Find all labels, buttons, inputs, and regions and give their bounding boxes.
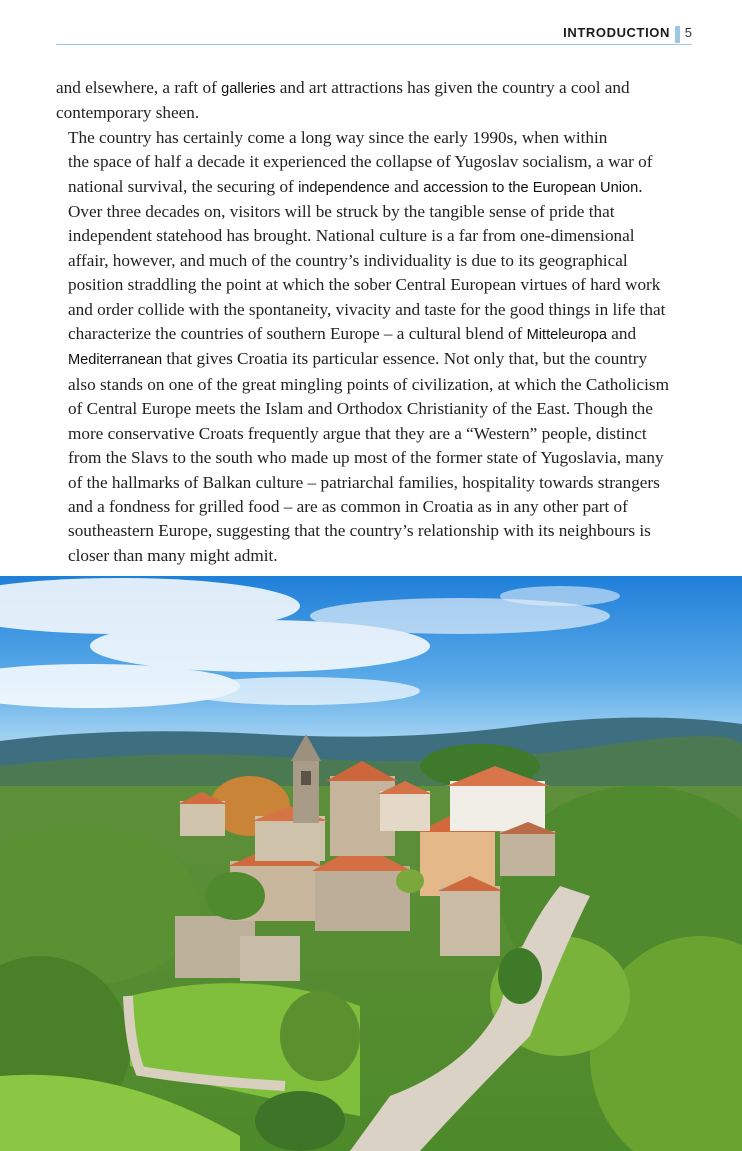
- text-line: [56, 175, 690, 200]
- text-line: from the Slavs to the south who made up most of the former state of Yugoslavia, many: [68, 448, 664, 468]
- text-line: affair, however, and much of the country’s individuality is due to its geographical: [68, 250, 628, 270]
- text-line: of Central Europe meets the Islam and Orthodox Christianity of the East. Though the: [68, 399, 653, 419]
- text-line: [56, 347, 690, 372]
- text-line: Over three decades on, visitors will be struck by the tangible sense of pride that: [68, 202, 615, 222]
- text-line: of the hallmarks of Balkan culture – patriarchal families, hospitality towards strangers: [68, 472, 660, 492]
- text-line: position straddling the point at which the sober Central European virtues of hard work: [68, 275, 661, 295]
- text-run: .: [638, 176, 643, 196]
- text-line: The country has certainly come a long way since the early 1990s, when within: [68, 127, 608, 147]
- text-line: and order collide with the spontaneity, vivacity and taste for the good things in life that: [68, 299, 666, 319]
- text-line: also stands on one of the great mingling points of civilization, at which the Catholicism: [68, 374, 669, 394]
- text-run: national survival, the securing of: [68, 176, 299, 196]
- text-run: and: [389, 176, 424, 196]
- aerial-village-illustration: [0, 576, 742, 1151]
- text-run: and art attractions has given the country a cool and: [275, 78, 630, 97]
- text-line: contemporary sheen.: [56, 103, 200, 123]
- text-run: characterize the countries of southern Europe – a cultural blend of: [68, 324, 527, 344]
- text-line: closer than many might admit.: [68, 545, 278, 565]
- section-title: INTRODUCTION: [563, 25, 670, 40]
- text-run: that gives Croatia its particular essence. Not only that, but the country: [162, 349, 648, 369]
- text-run: and elsewhere, a raft of: [56, 78, 222, 97]
- running-header: [56, 22, 692, 45]
- paragraph-2: [56, 126, 690, 568]
- body-text: [56, 76, 690, 568]
- text-line: independent statehood has brought. National culture is a far from one-dimensional: [68, 226, 635, 246]
- page-number: 5: [684, 25, 692, 40]
- text-run: and: [606, 324, 637, 344]
- keyword-independence: independence: [298, 179, 390, 196]
- keyword-mitteleuropa: Mitteleuropa: [526, 327, 607, 344]
- keyword-mediterranean: Mediterranean: [68, 352, 163, 369]
- text-line: [56, 322, 690, 347]
- keyword-galleries: galleries: [221, 81, 276, 97]
- hilltop-village-photo: [0, 576, 742, 1151]
- text-line: the space of half a decade it experienced the collapse of Yugoslav socialism, a war of: [68, 152, 653, 172]
- header-accent-bar: [675, 26, 680, 43]
- text-line: more conservative Croats frequently argue that they are a “Western” people, distinct: [68, 423, 647, 443]
- keyword-eu-accession: accession to the European Union: [423, 179, 639, 196]
- text-line: southeastern Europe, suggesting that the country’s relationship with its neighbours is: [68, 521, 651, 541]
- text-line: and a fondness for grilled food – are as common in Croatia as in any other part of: [68, 496, 628, 516]
- paragraph-1: [56, 76, 690, 126]
- text-line: [56, 76, 690, 101]
